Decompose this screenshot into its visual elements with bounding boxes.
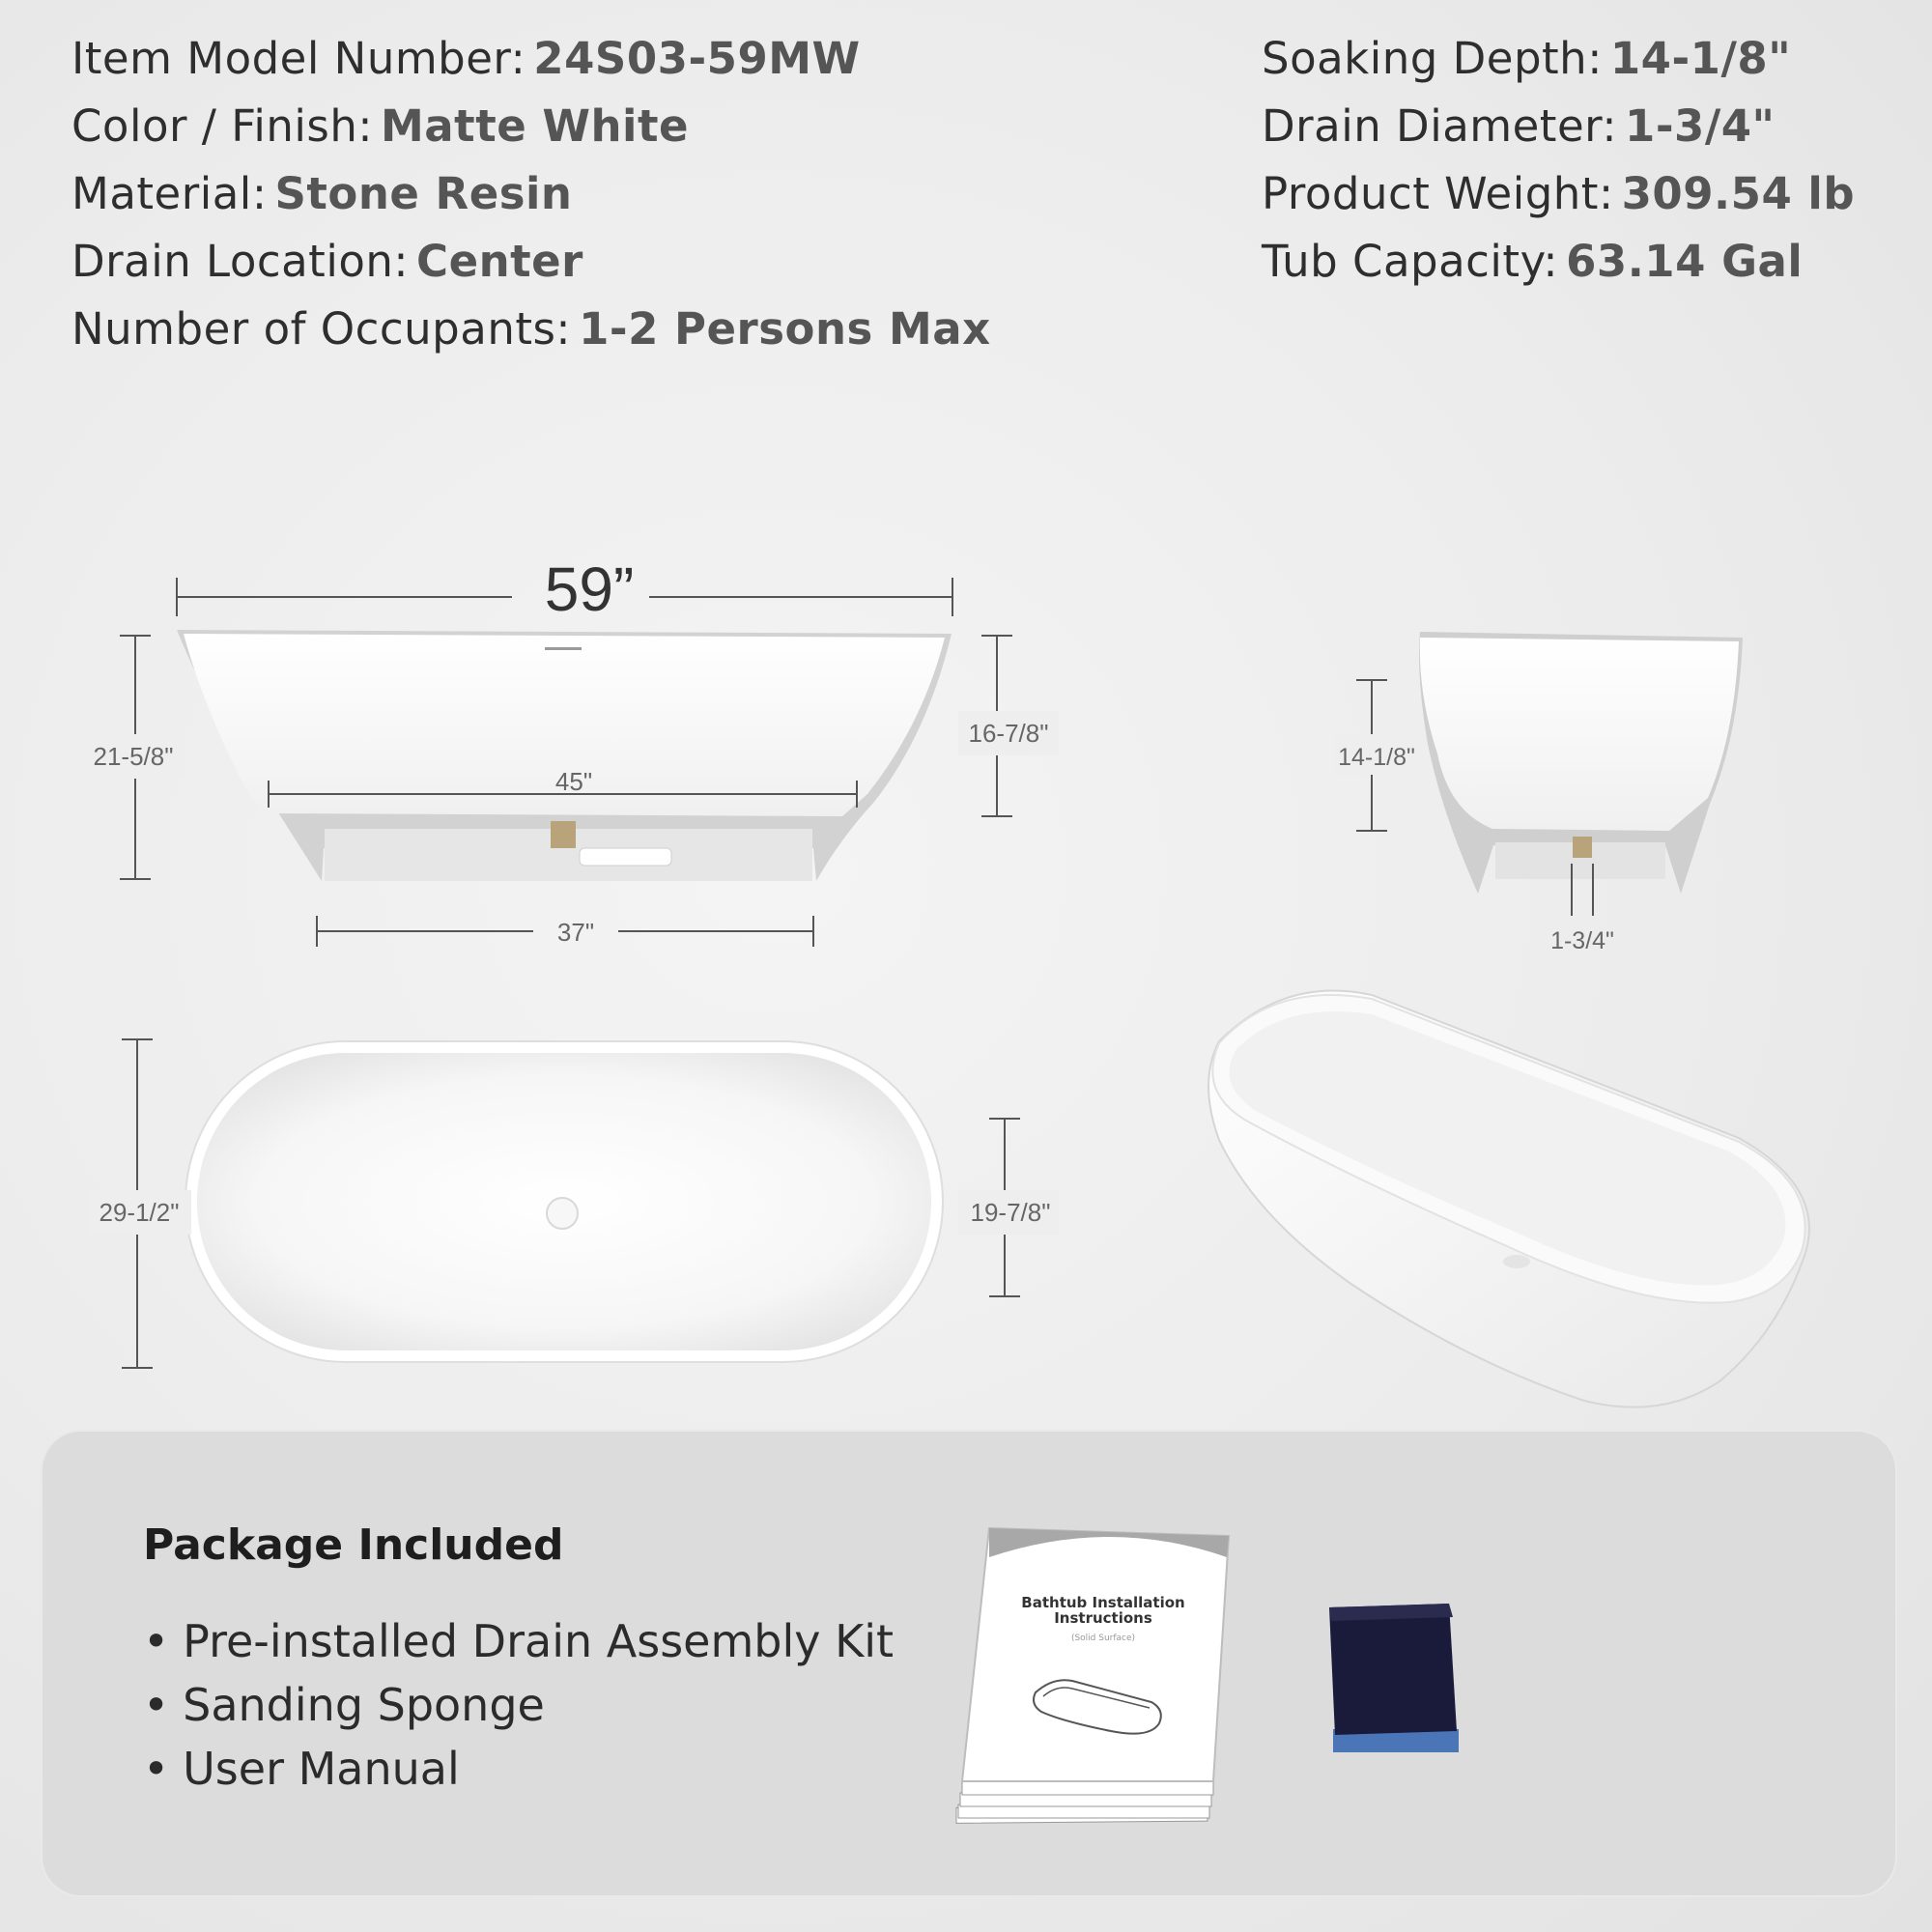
spec-label: Soaking Depth: (1262, 33, 1603, 84)
side-drain-fitting (1573, 837, 1592, 858)
manual-subtitle: (Solid Surface) (1070, 1634, 1136, 1643)
package-item-text: Pre-installed Drain Assembly Kit (183, 1615, 895, 1667)
dim-overall-length: 59” (544, 554, 635, 624)
spec-label: Color / Finish: (71, 100, 374, 152)
dim-base-length: 37" (556, 918, 595, 947)
spec-label: Tub Capacity: (1262, 236, 1559, 287)
spec-value: 24S03-59MW (533, 33, 861, 84)
dim-overall-height: 21-5/8" (93, 742, 174, 771)
perspective-view (1208, 990, 1809, 1406)
package-title: Package Included (143, 1520, 564, 1570)
bullet-icon: • (143, 1679, 170, 1731)
spec-value: 63.14 Gal (1566, 236, 1804, 287)
manual-illustration (956, 1528, 1229, 1823)
front-view (177, 630, 952, 881)
spec-value: Stone Resin (274, 168, 573, 219)
dim-interior-length: 45" (554, 767, 593, 796)
bullet-icon: • (143, 1743, 170, 1795)
spec-label: Number of Occupants: (71, 303, 572, 355)
spec-label: Product Weight: (1262, 168, 1614, 219)
perspective-drain (1503, 1255, 1530, 1268)
drain-fitting (551, 821, 576, 848)
package-item (143, 1679, 545, 1731)
spec-value: Matte White (381, 100, 690, 152)
spec-value: 1-2 Persons Max (579, 303, 991, 355)
spec-value: 14-1/8" (1609, 33, 1792, 84)
spec-label: Item Model Number: (71, 33, 526, 84)
package-item-text: User Manual (183, 1743, 460, 1795)
package-item (143, 1743, 460, 1795)
dim-soaking-depth: 14-1/8" (1338, 744, 1415, 771)
top-view (185, 1041, 943, 1362)
drain-cap (547, 1198, 578, 1229)
overflow-slot (545, 647, 582, 650)
dim-interior-width: 19-7/8" (970, 1198, 1051, 1227)
spec-label: Drain Location: (71, 236, 410, 287)
spec-value: Center (416, 236, 583, 287)
dim-overall-width: 29-1/2" (99, 1198, 180, 1227)
drain-pipe (580, 848, 671, 866)
bullet-icon: • (143, 1615, 170, 1667)
manual-title-1: Bathtub Installation (1021, 1594, 1185, 1611)
side-view (1419, 632, 1743, 894)
package-item (143, 1615, 894, 1667)
manual-title-2: Instructions (1054, 1609, 1152, 1627)
dim-drain-diameter: 1-3/4" (1550, 927, 1614, 954)
spec-label: Drain Diameter: (1262, 100, 1618, 152)
package-item-text: Sanding Sponge (183, 1679, 545, 1731)
sanding-sponge (1329, 1604, 1459, 1752)
dim-interior-depth: 16-7/8" (968, 719, 1049, 748)
spec-label: Material: (71, 168, 268, 219)
spec-value: 1-3/4" (1625, 100, 1776, 152)
tub-side-interior (1420, 638, 1739, 831)
spec-value: 309.54 lb (1621, 168, 1856, 219)
